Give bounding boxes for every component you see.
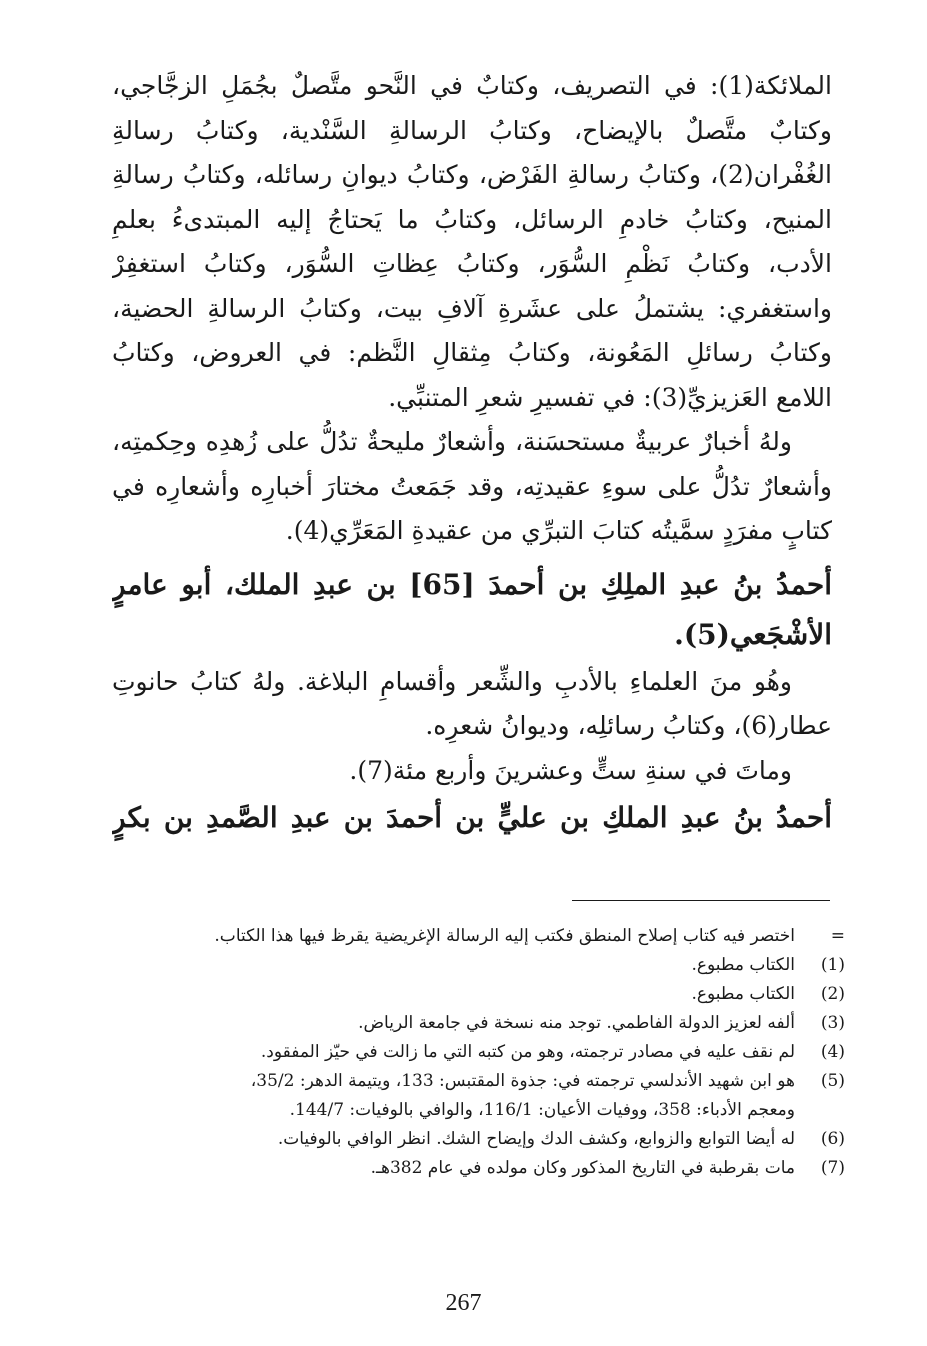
footnote-separator	[572, 900, 830, 901]
footnote-line: له أيضا التوابع والزوابع، وكشف الدك وإيضاح الشك. انظر الوافي بالوفيات.	[277, 1129, 795, 1149]
text-line: ولهُ أخبارٌ عربيةٌ مستحسَنة، وأشعارٌ مليحةٌ تدُلُّ على زُهدِه وحِكمتِه،	[112, 427, 792, 456]
footnote-text	[130, 951, 795, 980]
paragraph-2	[112, 420, 832, 554]
entry-heading-1	[112, 560, 832, 660]
heading-line: الأشْجَعي(5).	[674, 617, 832, 651]
footnote	[130, 922, 845, 951]
text-line: المنيح، وكتابُ خادمِ الرسائل، وكتابُ ما يَحتاجُ إليه المبتدىءُ بعلمِ	[112, 204, 832, 234]
footnote-number: =	[830, 926, 845, 946]
footnote-text	[130, 1067, 795, 1125]
footnote-text	[130, 1038, 795, 1067]
heading-line: أحمدُ بنُ عبدِ الملِكِ بن أحمدَ [65] بن عبدِ الملك، أبو عامرٍ	[112, 567, 832, 601]
text-line: وهُو منَ العلماءِ بالأدبِ والشِّعر وأقسامِ البلاغة. ولهُ كتابُ حانوتِ	[112, 666, 792, 696]
paragraph-4	[112, 749, 832, 794]
text-line: وماتَ في سنةِ ستٍّ وعشرينَ وأربع مئة(7).	[349, 755, 792, 785]
footnote-number: (2)	[820, 984, 845, 1004]
text-line: الأدب، وكتابُ نَظْمِ السُّوَر، وكتابُ عِظاتِ السُّوَر، وكتابُ استغفِرْ	[112, 249, 832, 278]
heading-line: أحمدُ بنُ عبدِ الملكِ بن عليٍّ بن أحمدَ بن عبدِ الصَّمدِ بن بكرٍ	[112, 801, 832, 834]
paragraph-1	[112, 64, 832, 420]
main-text	[112, 64, 832, 843]
footnote-number: (6)	[820, 1129, 845, 1149]
footnote	[130, 1067, 845, 1125]
footnote-line: لم نقف عليه في مصادر ترجمته، وهو من كتبه التي ما زالت في حيّز المفقود.	[260, 1042, 795, 1062]
footnote-line: الكتاب مطبوع.	[691, 984, 795, 1004]
entry-heading-2	[112, 793, 832, 843]
footnote-text	[130, 922, 795, 951]
footnote-line: ومعجم الأدباء: 358، ووفيات الأعيان: 116/1، والوافي بالوفيات: 144/7.	[289, 1100, 795, 1120]
footnote	[130, 980, 845, 1009]
text-line: وكتابُ رسائلِ المَعُونة، وكتابُ مِثقالِ النَّظم: في العروض، وكتابُ	[112, 338, 832, 367]
text-line: اللامع العَزيزيِّ(3): في تفسيرِ شعرِ المتنبِّي.	[388, 382, 832, 412]
text-line: واستغفري: يشتملُ على عشَرةِ آلافِ بيت، وكتابُ الرسالةِ الحضية،	[112, 293, 832, 323]
text-line: وأشعارٌ تدُلُّ على سوءِ عقيدتِه، وقد جَمَعتُ مختارَ أخبارِه وأشعارِه في	[112, 471, 832, 501]
footnote	[130, 1009, 845, 1038]
footnote	[130, 1154, 845, 1183]
footnote-number: (4)	[820, 1042, 845, 1062]
footnote-number: (7)	[820, 1158, 845, 1178]
paragraph-3	[112, 660, 832, 749]
footnote-text	[130, 980, 795, 1009]
footnotes	[130, 922, 845, 1183]
footnote-line: الكتاب مطبوع.	[691, 955, 795, 975]
footnote	[130, 1125, 845, 1154]
footnote-number: (1)	[820, 955, 845, 975]
footnote-line: اختصر فيه كتاب إصلاح المنطق فكتب إليه الرسالة الإغريضية يقرظ فيها هذا الكتاب.	[214, 926, 795, 946]
footnote-text	[130, 1154, 795, 1183]
page-number: 267	[445, 1290, 482, 1316]
footnote	[130, 951, 845, 980]
text-line: عطار(6)، وكتابُ رسائلِه، وديوانُ شعرِه.	[425, 711, 832, 740]
footnote-line: ألفه لعزيز الدولة الفاطمي. توجد منه نسخة في جامعة الرياض.	[358, 1013, 795, 1033]
text-line: كتابٍ مفرَدٍ سمَّيتُه كتابَ التبرِّي من عقيدةِ المَعَرِّي(4).	[285, 516, 832, 545]
text-line: وكتابٌ متَّصلٌ بالإيضاح، وكتابُ الرسالةِ السَّنْدية، وكتابُ رسالةِ	[112, 115, 832, 145]
footnote-text	[130, 1009, 795, 1038]
text-line: الملائكة(1): في التصريف، وكتابٌ في النَّحو متَّصلٌ بجُمَلِ الزجَّاجي،	[112, 71, 832, 100]
footnote-number: (3)	[820, 1013, 845, 1033]
footnote	[130, 1038, 845, 1067]
footnote-line: هو ابن شهيد الأندلسي ترجمته في: جذوة المقتبس: 133، ويتيمة الدهر: 35/2،	[250, 1071, 795, 1091]
text-line: الغُفْران(2)، وكتابُ رسالةِ الفَرْض، وكتابُ ديوانِ رسائله، وكتابُ رسالةِ	[112, 160, 832, 189]
footnote-number: (5)	[820, 1071, 845, 1091]
footnote-text	[130, 1125, 795, 1154]
footnote-line: مات بقرطبة في التاريخ المذكور وكان مولده في عام 382هـ.	[370, 1158, 795, 1178]
